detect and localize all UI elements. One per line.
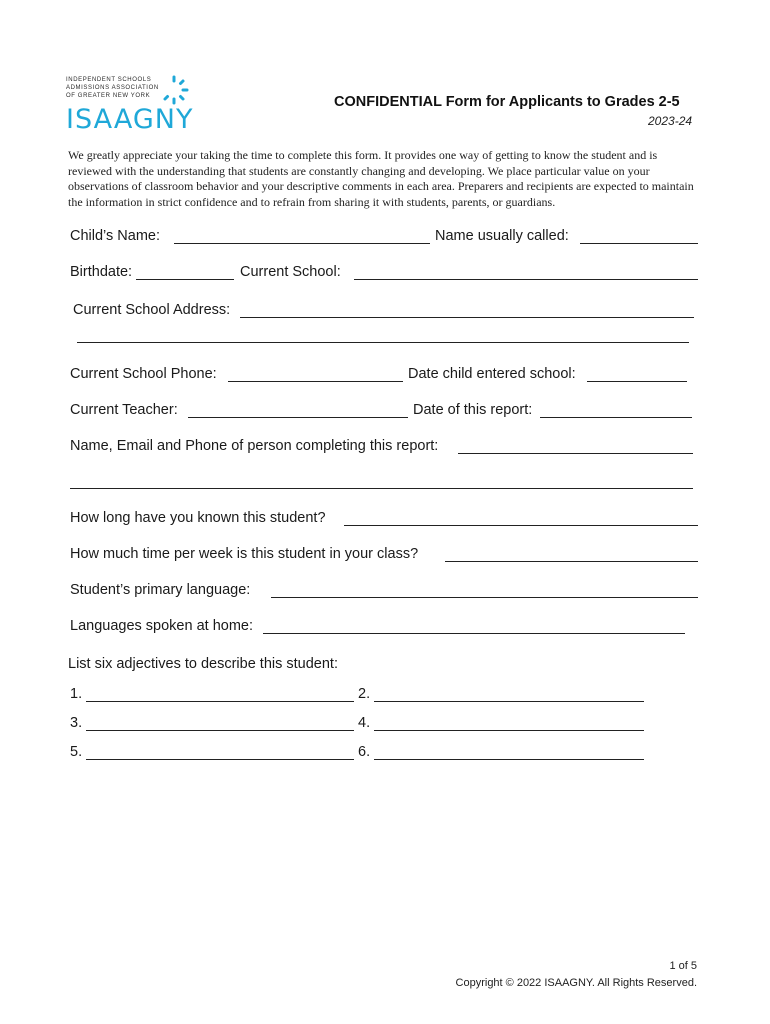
current-school-phone-label: Current School Phone: (70, 366, 217, 382)
logo-tagline-1: INDEPENDENT SCHOOLS (66, 77, 152, 83)
adjective-number-5: 5. (70, 744, 83, 760)
name-usually-called-label: Name usually called: (435, 228, 569, 244)
languages-home-line[interactable] (263, 633, 685, 634)
logo-tagline-3: OF GREATER NEW YORK (66, 93, 151, 99)
person-completing-line[interactable] (458, 453, 693, 454)
adjective-number-2: 2. (358, 686, 371, 702)
current-school-label: Current School: (240, 264, 341, 280)
form-title: CONFIDENTIAL Form for Applicants to Grades 2-5 (334, 94, 680, 110)
how-long-known-label: How long have you known this student? (70, 510, 326, 526)
adjectives-prompt: List six adjectives to describe this student: (68, 656, 338, 672)
current-school-address-line-2[interactable] (77, 342, 689, 343)
primary-language-label: Student’s primary language: (70, 582, 251, 598)
logo-tagline-2: ADMISSIONS ASSOCIATION (66, 85, 159, 91)
date-entered-label: Date child entered school: (408, 366, 576, 382)
birthdate-label: Birthdate: (70, 264, 133, 280)
intro-paragraph: We greatly appreciate your taking the time to complete this form. It provides one way of getting to know the student and is reviewed with the understanding that students are constantly changing and developing. We place particular value on your observations of classroom behavior and your descriptive comments in each area. Preparers and recipients are expected to maintain the information in strict confidence and to refrain from sharing it with students, parents, or guardians. (68, 148, 694, 209)
current-school-phone-line[interactable] (228, 381, 403, 382)
current-school-address-line[interactable] (240, 317, 694, 318)
how-long-known-line[interactable] (344, 525, 698, 526)
childs-name-label: Child’s Name: (70, 228, 160, 244)
adjective-number-3: 3. (70, 715, 83, 731)
current-teacher-label: Current Teacher: (70, 402, 178, 418)
date-entered-line[interactable] (587, 381, 687, 382)
adjective-line-6[interactable] (374, 759, 644, 760)
date-of-report-line[interactable] (540, 417, 692, 418)
person-completing-label: Name, Email and Phone of person completing this report: (70, 438, 439, 454)
current-school-address-label: Current School Address: (73, 302, 231, 318)
logo-name: ISAAGNY (66, 104, 194, 135)
copyright: Copyright © 2022 ISAAGNY. All Rights Reserved. (455, 977, 697, 989)
primary-language-line[interactable] (271, 597, 698, 598)
adjective-line-2[interactable] (374, 701, 644, 702)
sunburst-icon (158, 74, 190, 106)
adjective-number-6: 6. (358, 744, 371, 760)
birthdate-line[interactable] (136, 279, 234, 280)
adjective-line-4[interactable] (374, 730, 644, 731)
current-school-line[interactable] (354, 279, 698, 280)
current-teacher-line[interactable] (188, 417, 408, 418)
time-per-week-line[interactable] (445, 561, 698, 562)
time-per-week-label: How much time per week is this student in your class? (70, 546, 419, 562)
adjective-line-5[interactable] (86, 759, 354, 760)
person-completing-line-2[interactable] (70, 488, 693, 489)
childs-name-line[interactable] (174, 243, 430, 244)
form-year: 2023-24 (648, 114, 693, 128)
adjective-line-1[interactable] (86, 701, 354, 702)
adjective-number-4: 4. (358, 715, 371, 731)
date-of-report-label: Date of this report: (413, 402, 533, 418)
name-usually-called-line[interactable] (580, 243, 698, 244)
adjective-number-1: 1. (70, 686, 83, 702)
languages-home-label: Languages spoken at home: (70, 618, 253, 634)
adjective-line-3[interactable] (86, 730, 354, 731)
logo (66, 74, 206, 134)
page-number: 1 of 5 (669, 960, 697, 972)
